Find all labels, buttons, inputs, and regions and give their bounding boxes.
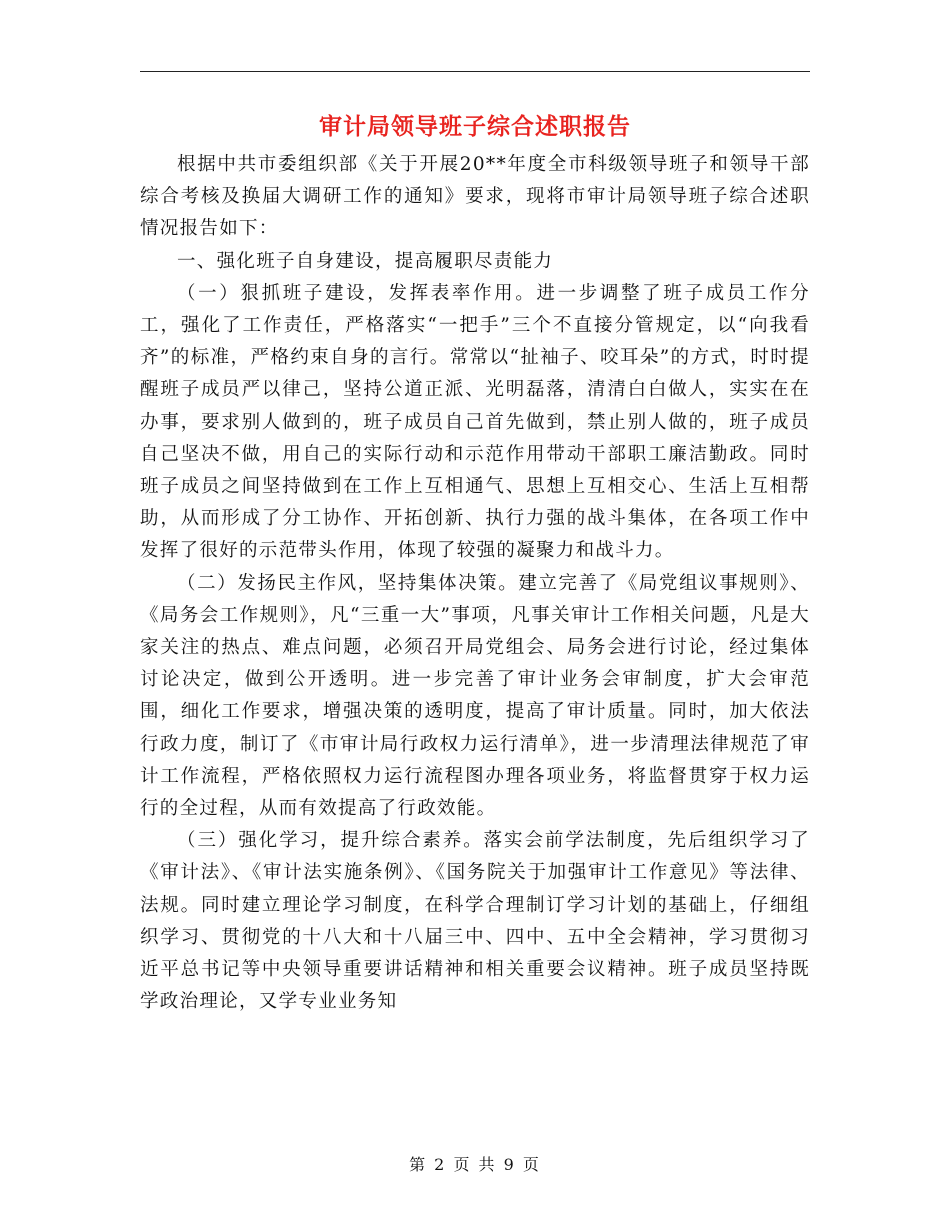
paragraph-1: （一）狠抓班子建设，发挥表率作用。进一步调整了班子成员工作分工，强化了工作责任，严格落实“一把手”三个不直接分管规定，以“向我看齐”的标准，严格约束自身的言行。常常以“扯袖子、咬耳朵”的方式，时时提醒班子成员严以律己，坚持公道正派、光明磊落，清清白白做人，实实在在办事，要求别人做到的，班子成员自己首先做到，禁止别人做的，班子成员自己坚决不做，用自己的实际行动和示范作用带动干部职工廉洁勤政。同时班子成员之间坚持做到在工作上互相通气、思想上互相交心、生活上互相帮助，从而形成了分工协作、开拓创新、执行力强的战斗集体，在各项工作中发挥了很好的示范带头作用，体现了较强的凝聚力和战斗力。 [140, 282, 810, 562]
paragraph-2: （二）发扬民主作风，坚持集体决策。建立完善了《局党组议事规则》、《局务会工作规则》，凡“三重一大”事项，凡事关审计工作相关问题，凡是大家关注的热点、难点问题，必须召开局党组会、局务会进行讨论，经过集体讨论决定，做到公开透明。进一步完善了审计业务会审制度，扩大会审范围，细化工作要求，增强决策的透明度，提高了审计质量。同时，加大依法行政力度，制订了《市审计局行政权力运行清单》，进一步清理法律规范了审计工作流程，严格依照权力运行流程图办理各项业务，将监督贯穿于权力运行的全过程，从而有效提高了行政效能。 [140, 572, 810, 820]
document-body [140, 149, 810, 1018]
document-title: 审计局领导班子综合述职报告 [319, 113, 631, 140]
header-rule [140, 71, 810, 72]
paragraph-intro: 根据中共市委组织部《关于开展20**年度全市科级领导班子和领导干部综合考核及换届大调研工作的通知》要求，现将市审计局领导班子综合述职情况报告如下： [140, 154, 810, 240]
section-heading-1: 一、强化班子自身建设，提高履职尽责能力 [177, 250, 554, 272]
paragraph-3: （三）强化学习，提升综合素养。落实会前学法制度，先后组织学习了《审计法》、《审计法实施条例》、《国务院关于加强审计工作意见》等法律、法规。同时建立理论学习制度，在科学合理制订学习计划的基础上，仔细组织学习、贯彻党的十八大和十八届三中、四中、五中全会精神，学习贯彻习近平总书记等中央领导重要讲话精神和相关重要会议精神。班子成员坚持既学政治理论，又学专业业务知 [140, 830, 810, 1013]
page-number-footer: 第 2 页 共 9 页 [409, 1155, 541, 1174]
